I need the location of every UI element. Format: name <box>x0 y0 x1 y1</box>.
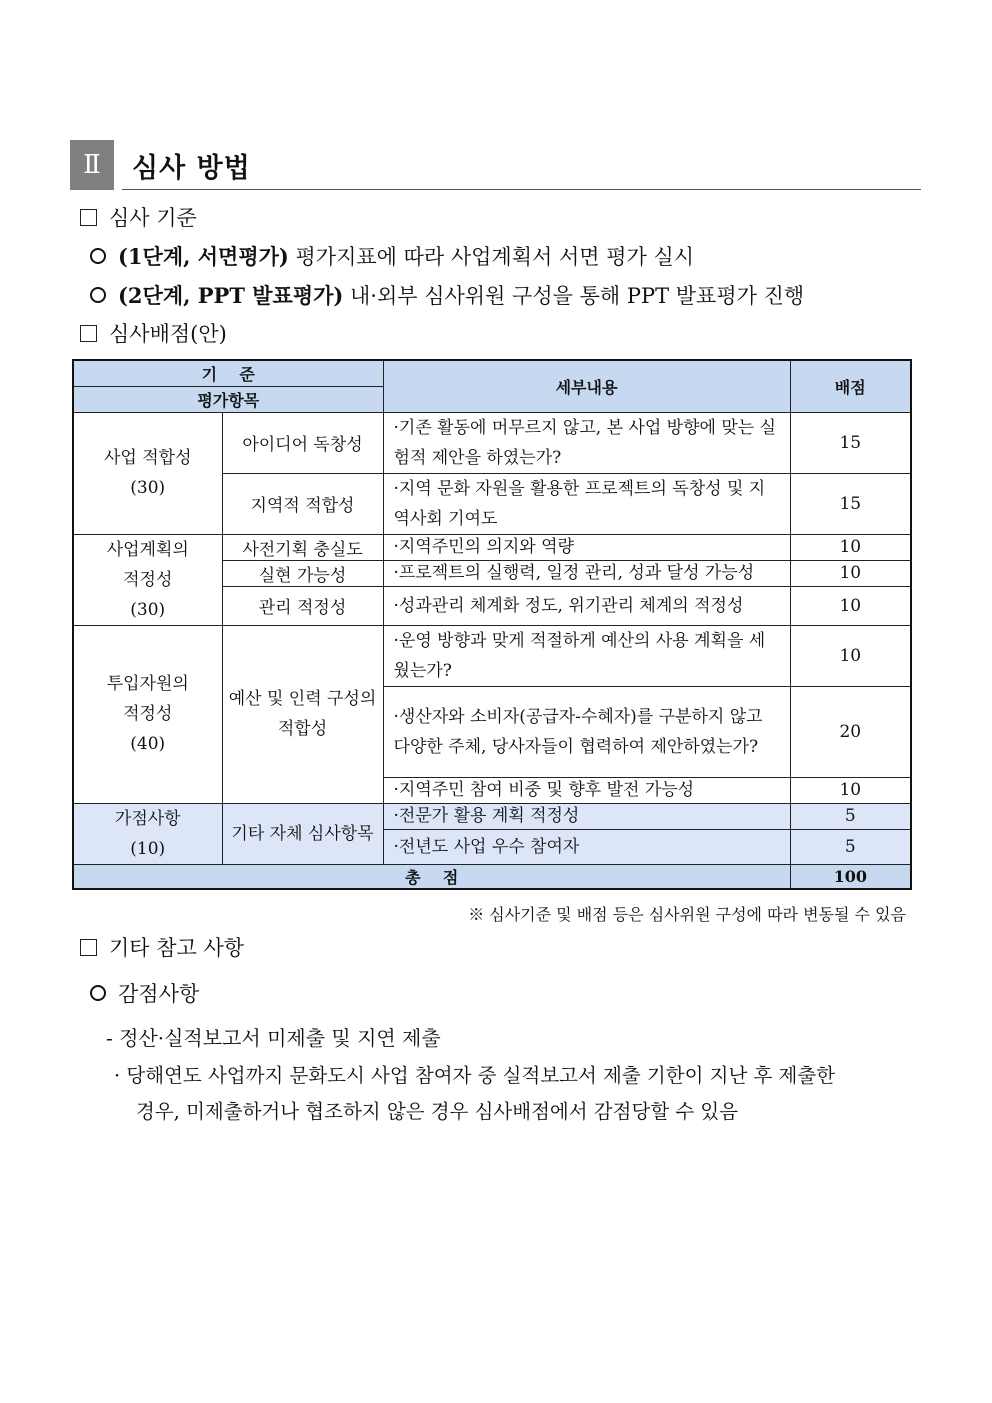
section-header <box>70 140 921 190</box>
sub-item-cell: 사전기획 충실도 <box>222 534 383 560</box>
category-cell: 사업계획의 적정성 (30) <box>73 534 222 625</box>
detail-cell: ·지역 문화 자원을 활용한 프로젝트의 독창성 및 지역사회 기여도 <box>383 473 790 534</box>
section-number: Ⅱ <box>70 140 114 190</box>
score-cell: 15 <box>790 412 911 473</box>
score-cell: 10 <box>790 534 911 560</box>
square-bullet-icon <box>80 939 97 956</box>
score-cell: 10 <box>790 586 911 625</box>
detail-header: 세부내용 <box>383 360 790 412</box>
category-cell: 투입자원의 적정성 (40) <box>73 625 222 803</box>
circle-bullet-icon <box>90 287 106 303</box>
sub-item-cell: 실현 가능성 <box>222 560 383 586</box>
sub-item-cell: 관리 적정성 <box>222 586 383 625</box>
sub-item-cell: 기타 자체 심사항목 <box>222 803 383 864</box>
detail-cell: ·기존 활동에 머무르지 않고, 본 사업 방향에 맞는 실험적 제안을 하였는가? <box>383 412 790 473</box>
category-cell: 사업 적합성 (30) <box>73 412 222 534</box>
sub-item-cell: 예산 및 인력 구성의 적합성 <box>222 625 383 803</box>
score-cell: 5 <box>790 830 911 864</box>
detail-cell: ·운영 방향과 맞게 적절하게 예산의 사용 계획을 세웠는가? <box>383 625 790 686</box>
deduction-heading: 감점사항 <box>90 978 199 1008</box>
detail-cell: ·전년도 사업 우수 참여자 <box>383 830 790 864</box>
criteria-item-1: (1단계, 서면평가) 평가지표에 따라 사업계획서 서면 평가 실시 <box>90 241 694 271</box>
score-cell: 15 <box>790 473 911 534</box>
other-heading: 기타 참고 사항 <box>80 932 244 962</box>
score-header: 배점 <box>790 360 911 412</box>
scoring-table <box>72 359 912 890</box>
criteria-header: 기 준 <box>73 360 383 386</box>
circle-bullet-icon <box>90 985 106 1001</box>
score-cell: 10 <box>790 625 911 686</box>
scoring-heading: 심사배점(안) <box>80 318 227 348</box>
section-underline <box>122 189 921 190</box>
item-header: 평가항목 <box>73 386 383 412</box>
section-title: 심사 방법 <box>132 153 251 184</box>
total-score: 100 <box>790 864 911 889</box>
deduction-detail-line-2: 경우, 미제출하거나 협조하지 않은 경우 심사배점에서 감점당할 수 있음 <box>136 1100 739 1123</box>
criteria-item-2: (2단계, PPT 발표평가) 내·외부 심사위원 구성을 통해 PPT 발표평가 진행 <box>90 280 804 310</box>
square-bullet-icon <box>80 209 97 226</box>
scoring-note: ※ 심사기준 및 배점 등은 심사위원 구성에 따라 변동될 수 있음 <box>468 905 906 924</box>
total-label: 총 점 <box>73 864 790 889</box>
criteria-heading: 심사 기준 <box>80 202 197 232</box>
deduction-dash-item: - 정산·실적보고서 미제출 및 지연 제출 <box>106 1026 441 1050</box>
detail-cell: ·지역주민 참여 비중 및 향후 발전 가능성 <box>383 777 790 803</box>
detail-cell: ·전문가 활용 계획 적정성 <box>383 803 790 830</box>
score-cell: 5 <box>790 803 911 830</box>
score-cell: 20 <box>790 686 911 777</box>
sub-item-cell: 아이디어 독창성 <box>222 412 383 473</box>
score-cell: 10 <box>790 560 911 586</box>
deduction-detail-line-1: · 당해연도 사업까지 문화도시 사업 참여자 중 실적보고서 제출 기한이 지난 후 제출한 <box>114 1064 836 1087</box>
category-cell: 가점사항 (10) <box>73 803 222 864</box>
score-cell: 10 <box>790 777 911 803</box>
sub-item-cell: 지역적 적합성 <box>222 473 383 534</box>
detail-cell: ·프로젝트의 실행력, 일정 관리, 성과 달성 가능성 <box>383 560 790 586</box>
detail-cell: ·생산자와 소비자(공급자-수혜자)를 구분하지 않고 다양한 주체, 당사자들이 협력하여 제안하였는가? <box>383 686 790 777</box>
circle-bullet-icon <box>90 248 106 264</box>
detail-cell: ·성과관리 체계화 정도, 위기관리 체계의 적정성 <box>383 586 790 625</box>
square-bullet-icon <box>80 325 97 342</box>
detail-cell: ·지역주민의 의지와 역량 <box>383 534 790 560</box>
